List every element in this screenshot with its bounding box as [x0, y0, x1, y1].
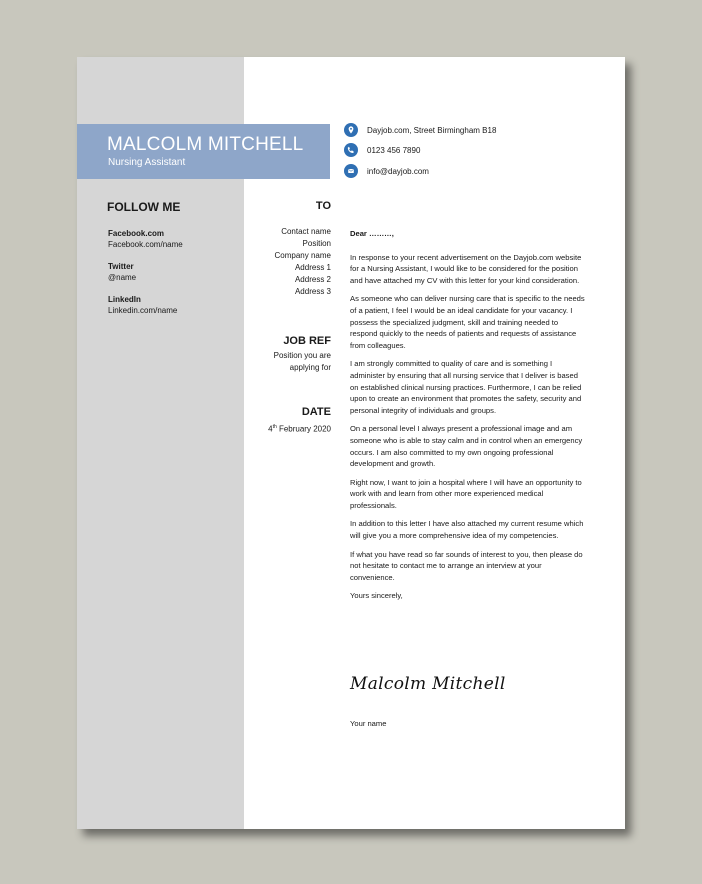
to-line: Address 1	[294, 263, 331, 272]
to-heading: TO	[315, 200, 331, 212]
social-facebook	[108, 228, 183, 250]
letter-paragraph: On a personal level I always present a professional image and am someone who is able to stay calm and in control when an emergency occurs. I am also committed to my own ongoing professional development and growth.	[350, 424, 583, 469]
social-value[interactable]: Linkedin.com/name	[108, 306, 178, 315]
your-name: Your name	[350, 719, 387, 728]
date-value: 4th February 2020	[268, 424, 331, 434]
letter-paragraph: I am strongly committed to quality of care and is something I administer by ensuring that all nursing service that I deliver is based on established clinical nursing practices. Furthermore, I can be relied upon to create an environment that promotes the safety, security and personal integrity of individuals and groups.	[350, 359, 582, 415]
job-ref-block	[274, 335, 331, 374]
to-line: Company name	[274, 251, 331, 260]
applicant-role: Nursing Assistant	[108, 157, 186, 168]
to-line: Address 2	[294, 275, 331, 284]
phone-text: 0123 456 7890	[367, 145, 421, 155]
to-line: Address 3	[294, 287, 331, 296]
to-line: Contact name	[281, 227, 331, 236]
closing: Yours sincerely,	[350, 591, 403, 601]
address-text: Dayjob.com, Street Birmingham B18	[367, 125, 497, 135]
greeting: Dear ………,	[350, 229, 394, 238]
letter-paragraph: Right now, I want to join a hospital where I will have an opportunity to work with and learn from other more experienced medical professionals.	[350, 477, 582, 510]
contact-phone	[344, 143, 420, 157]
letter-paragraph: In response to your recent advertisement on the Dayjob.com website for a Nursing Assistant, I would like to be considered for the position and have attached my CV with this letter for your kind consideration.	[350, 252, 582, 285]
location-pin-icon	[344, 123, 358, 137]
letter-paragraph: In addition to this letter I have also attached my current resume which will give you a more comprehensive idea of my competencies.	[350, 519, 584, 541]
contact-address	[344, 123, 496, 137]
social-twitter	[108, 261, 136, 283]
social-value[interactable]: Facebook.com/name	[108, 240, 183, 249]
date-heading: DATE	[301, 406, 331, 418]
name-banner	[77, 124, 330, 179]
date-block	[268, 406, 331, 436]
signature: Malcolm Mitchell	[350, 674, 506, 694]
contact-email	[344, 164, 429, 178]
social-label: Twitter	[108, 262, 134, 271]
social-label: LinkedIn	[108, 295, 141, 304]
cover-letter-page	[77, 57, 625, 829]
job-ref-heading: JOB REF	[283, 335, 331, 347]
job-ref-line: Position you are	[273, 351, 331, 360]
email-icon	[344, 164, 358, 178]
letter-paragraph: If what you have read so far sounds of interest to you, then please do not hesitate to contact me to arrange an interview at your convenience.	[350, 549, 583, 582]
phone-icon	[344, 143, 358, 157]
letter-body	[350, 228, 586, 609]
social-linkedin	[108, 294, 177, 316]
social-label: Facebook.com	[108, 229, 165, 238]
letter-paragraph: As someone who can deliver nursing care that is specific to the needs of a patient, I feel I would be an ideal candidate for your vacancy. I possess the specialized judgment, skill and training needed to respond quickly to the needs of patients and requests of assistance from colleagues.	[350, 294, 585, 350]
job-ref-line: applying for	[289, 363, 331, 372]
applicant-name: MALCOLM MITCHELL	[107, 134, 304, 155]
to-line: Position	[302, 239, 331, 248]
email-text[interactable]: info@dayjob.com	[367, 166, 429, 176]
social-value[interactable]: @name	[108, 273, 137, 282]
to-block	[275, 200, 331, 298]
follow-me-heading: FOLLOW ME	[107, 200, 181, 214]
